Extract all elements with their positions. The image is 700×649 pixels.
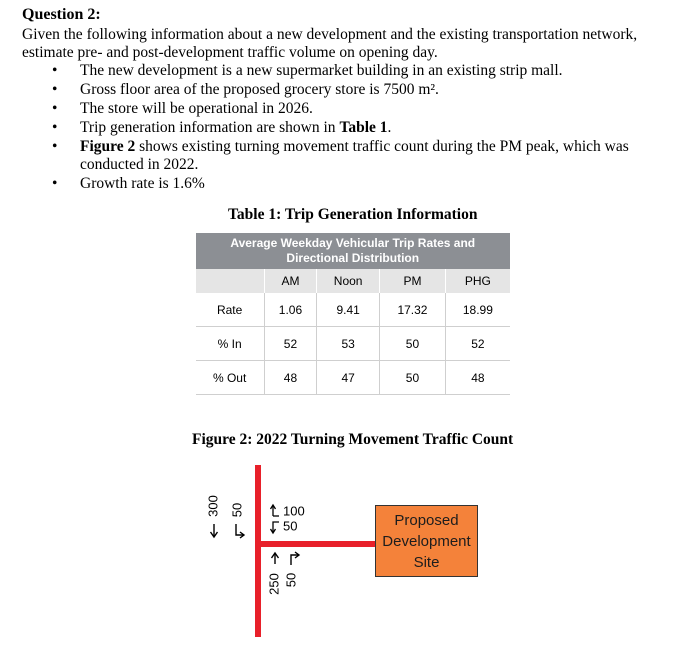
table-row [196, 327, 511, 361]
bullet-growth-rate: • Growth rate is 1.6% [22, 175, 642, 193]
table-cell: 17.32 [380, 293, 446, 327]
site-label-line-2: Development [382, 532, 471, 550]
bullet-operational-year: • The store will be operational in 2026. [22, 100, 642, 118]
table-cell: 18.99 [445, 293, 510, 327]
nb-through-count: 250 [266, 573, 282, 595]
table-cell: 47 [317, 361, 380, 395]
question-title: Question 2: [22, 6, 101, 23]
col-header-pm: PM [380, 269, 446, 293]
row-label: Rate [196, 293, 265, 327]
question-intro: Given the following information about a new development and the existing transportation network, estimate pre- and post-development traffic volume on opening day. [22, 26, 638, 61]
northbound-right-movement [283, 552, 299, 587]
table-banner: Average Weekday Vehicular Trip Rates and Directional Distribution [196, 233, 511, 269]
table-cell: 48 [445, 361, 510, 395]
table-cell: 9.41 [317, 293, 380, 327]
col-header-phg: PHG [445, 269, 510, 293]
col-header-am: AM [264, 269, 316, 293]
eastbound-left-movement [271, 503, 305, 518]
trip-generation-table [195, 233, 510, 395]
site-label-line-1: Proposed [394, 511, 459, 529]
nb-right-count: 50 [283, 572, 299, 588]
table-cell: 53 [317, 327, 380, 361]
info-bullet-list [22, 62, 642, 194]
north-south-road [255, 465, 261, 637]
table-row [196, 293, 511, 327]
bullet-floor-area: • Gross floor area of the proposed grocery store is 7500 m². [22, 81, 642, 99]
sb-left-count: 50 [229, 502, 245, 518]
row-label: % Out [196, 361, 265, 395]
northbound-through-movement [266, 553, 281, 595]
table-cell: 1.06 [264, 293, 316, 327]
col-header-noon: Noon [317, 269, 380, 293]
table-cell: 52 [264, 327, 316, 361]
eastbound-right-movement [271, 518, 298, 533]
southbound-through-movement [205, 495, 220, 537]
table-cell: 50 [380, 361, 446, 395]
figure2-caption: Figure 2: 2022 Turning Movement Traffic Count [192, 431, 514, 448]
table-cell: 52 [445, 327, 510, 361]
southbound-left-movement [229, 503, 244, 538]
bullet-trip-generation: • Trip generation information are shown in Table 1. [22, 119, 642, 137]
proposed-development-site [375, 505, 478, 577]
bullet-new-development: • The new development is a new supermarket building in an existing strip mall. [22, 62, 642, 80]
eb-right-count: 50 [283, 518, 298, 534]
east-west-road [255, 541, 377, 547]
table-cell: 50 [380, 327, 446, 361]
eb-left-count: 100 [283, 503, 305, 519]
site-label-line-3: Site [413, 553, 440, 571]
sb-through-count: 300 [205, 495, 221, 517]
col-header-blank [196, 269, 265, 293]
row-label: % In [196, 327, 265, 361]
turning-movement-diagram [195, 458, 495, 643]
table-row [196, 361, 511, 395]
table-cell: 48 [264, 361, 316, 395]
table1-caption: Table 1: Trip Generation Information [228, 206, 478, 223]
bullet-turning-movement: • Figure 2 shows existing turning movement traffic count during the PM peak, which was conducted in 2022. [22, 138, 642, 174]
